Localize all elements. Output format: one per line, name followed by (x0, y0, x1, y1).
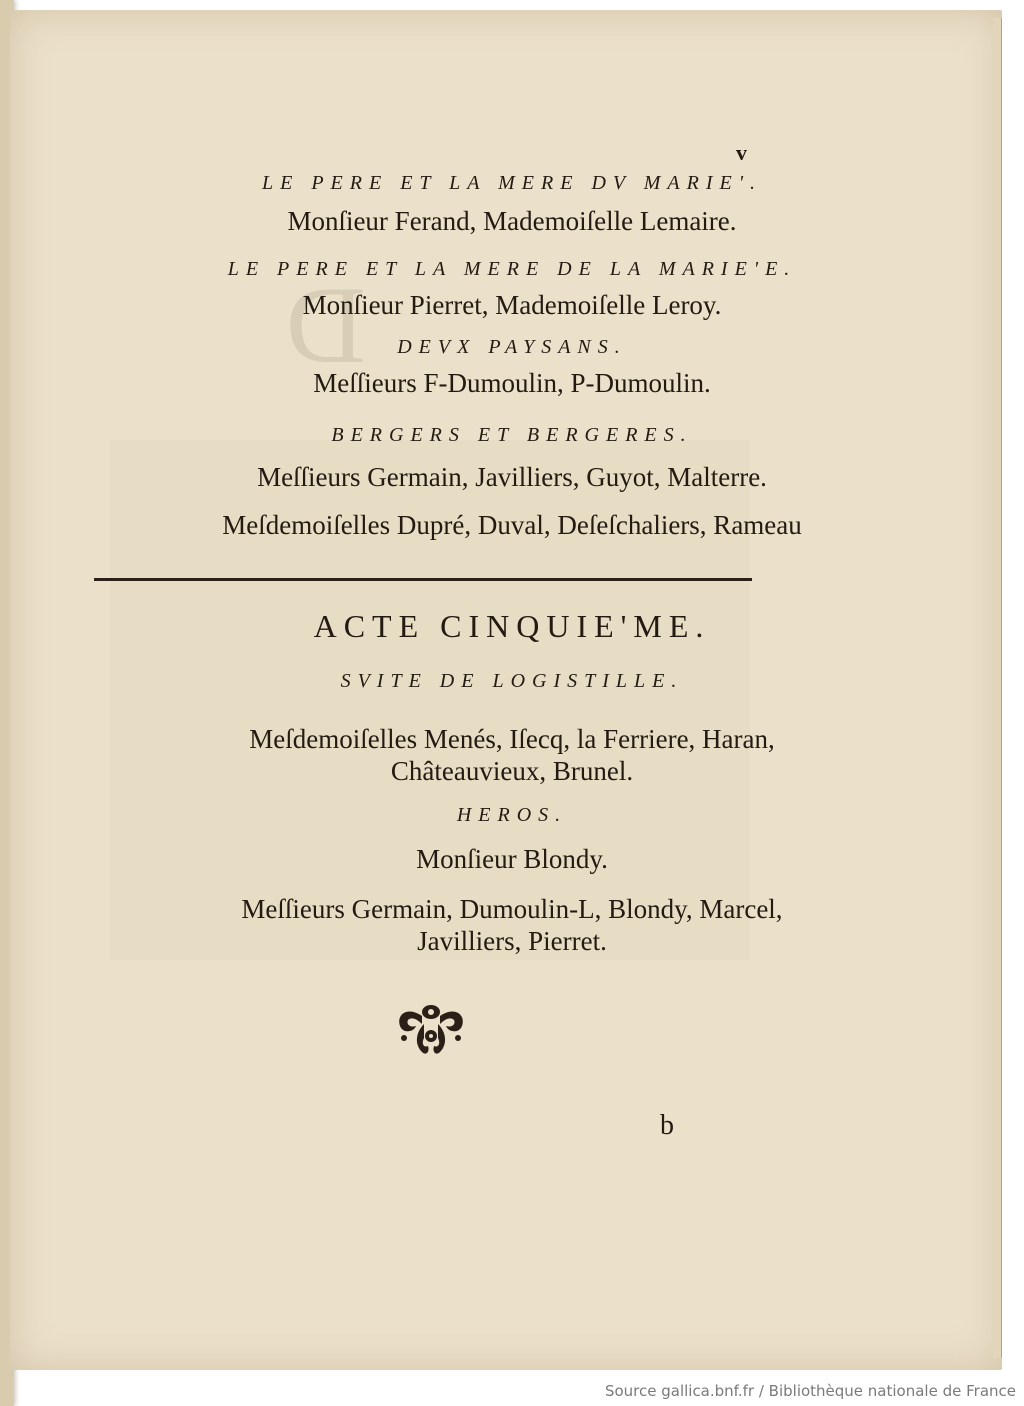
act-title: ACTE CINQUIE'ME. (313, 608, 711, 644)
cast-line-shepherds: Meſſieurs Germain, Javilliers, Guyot, Malterre. (257, 462, 767, 492)
act-heading-heros: HEROS. (456, 804, 568, 826)
page-signature-mark: v (736, 140, 747, 165)
act-line-suite-2: Châteauvieux, Brunel. (390, 756, 634, 786)
section-divider-rule (94, 578, 752, 581)
cast-line-bride-parents: Monſieur Pierret, Mademoiſelle Leroy. (302, 290, 722, 320)
cast-heading-peasants: DEVX PAYSANS. (397, 336, 627, 358)
act-line-heros-1: Monſieur Blondy. (416, 844, 608, 874)
cast-heading-bride-parents: LE PERE ET LA MERE DE LA MARIE'E. (227, 258, 797, 280)
act-line-heros-2: Meſſieurs Germain, Dumoulin-L, Blondy, Marcel, (241, 894, 783, 924)
cast-heading-groom-parents: LE PERE ET LA MERE DV MARIE'. (261, 172, 763, 194)
cast-line-shepherdesses: Meſdemoiſelles Dupré, Duval, Deſeſchaliers, Rameau (222, 510, 802, 540)
act-heading-suite: SVITE DE LOGISTILLE. (340, 670, 684, 692)
act-line-suite-1: Meſdemoiſelles Menés, Iſecq, la Ferriere, Haran, (249, 724, 775, 754)
act-line-heros-3: Javilliers, Pierret. (417, 926, 607, 956)
cast-line-groom-parents: Monſieur Ferand, Mademoiſelle Lemaire. (287, 206, 737, 236)
cast-heading-shepherds: BERGERS ET BERGERES. (331, 424, 693, 446)
cast-line-peasants: Meſſieurs F-Dumoulin, P-Dumoulin. (313, 368, 711, 398)
source-attribution: Source gallica.bnf.fr / Bibliothèque nationale de France (604, 1382, 1016, 1400)
gathering-signature-mark: b (660, 1110, 674, 1141)
fleuron-ornament-icon (394, 1002, 468, 1058)
